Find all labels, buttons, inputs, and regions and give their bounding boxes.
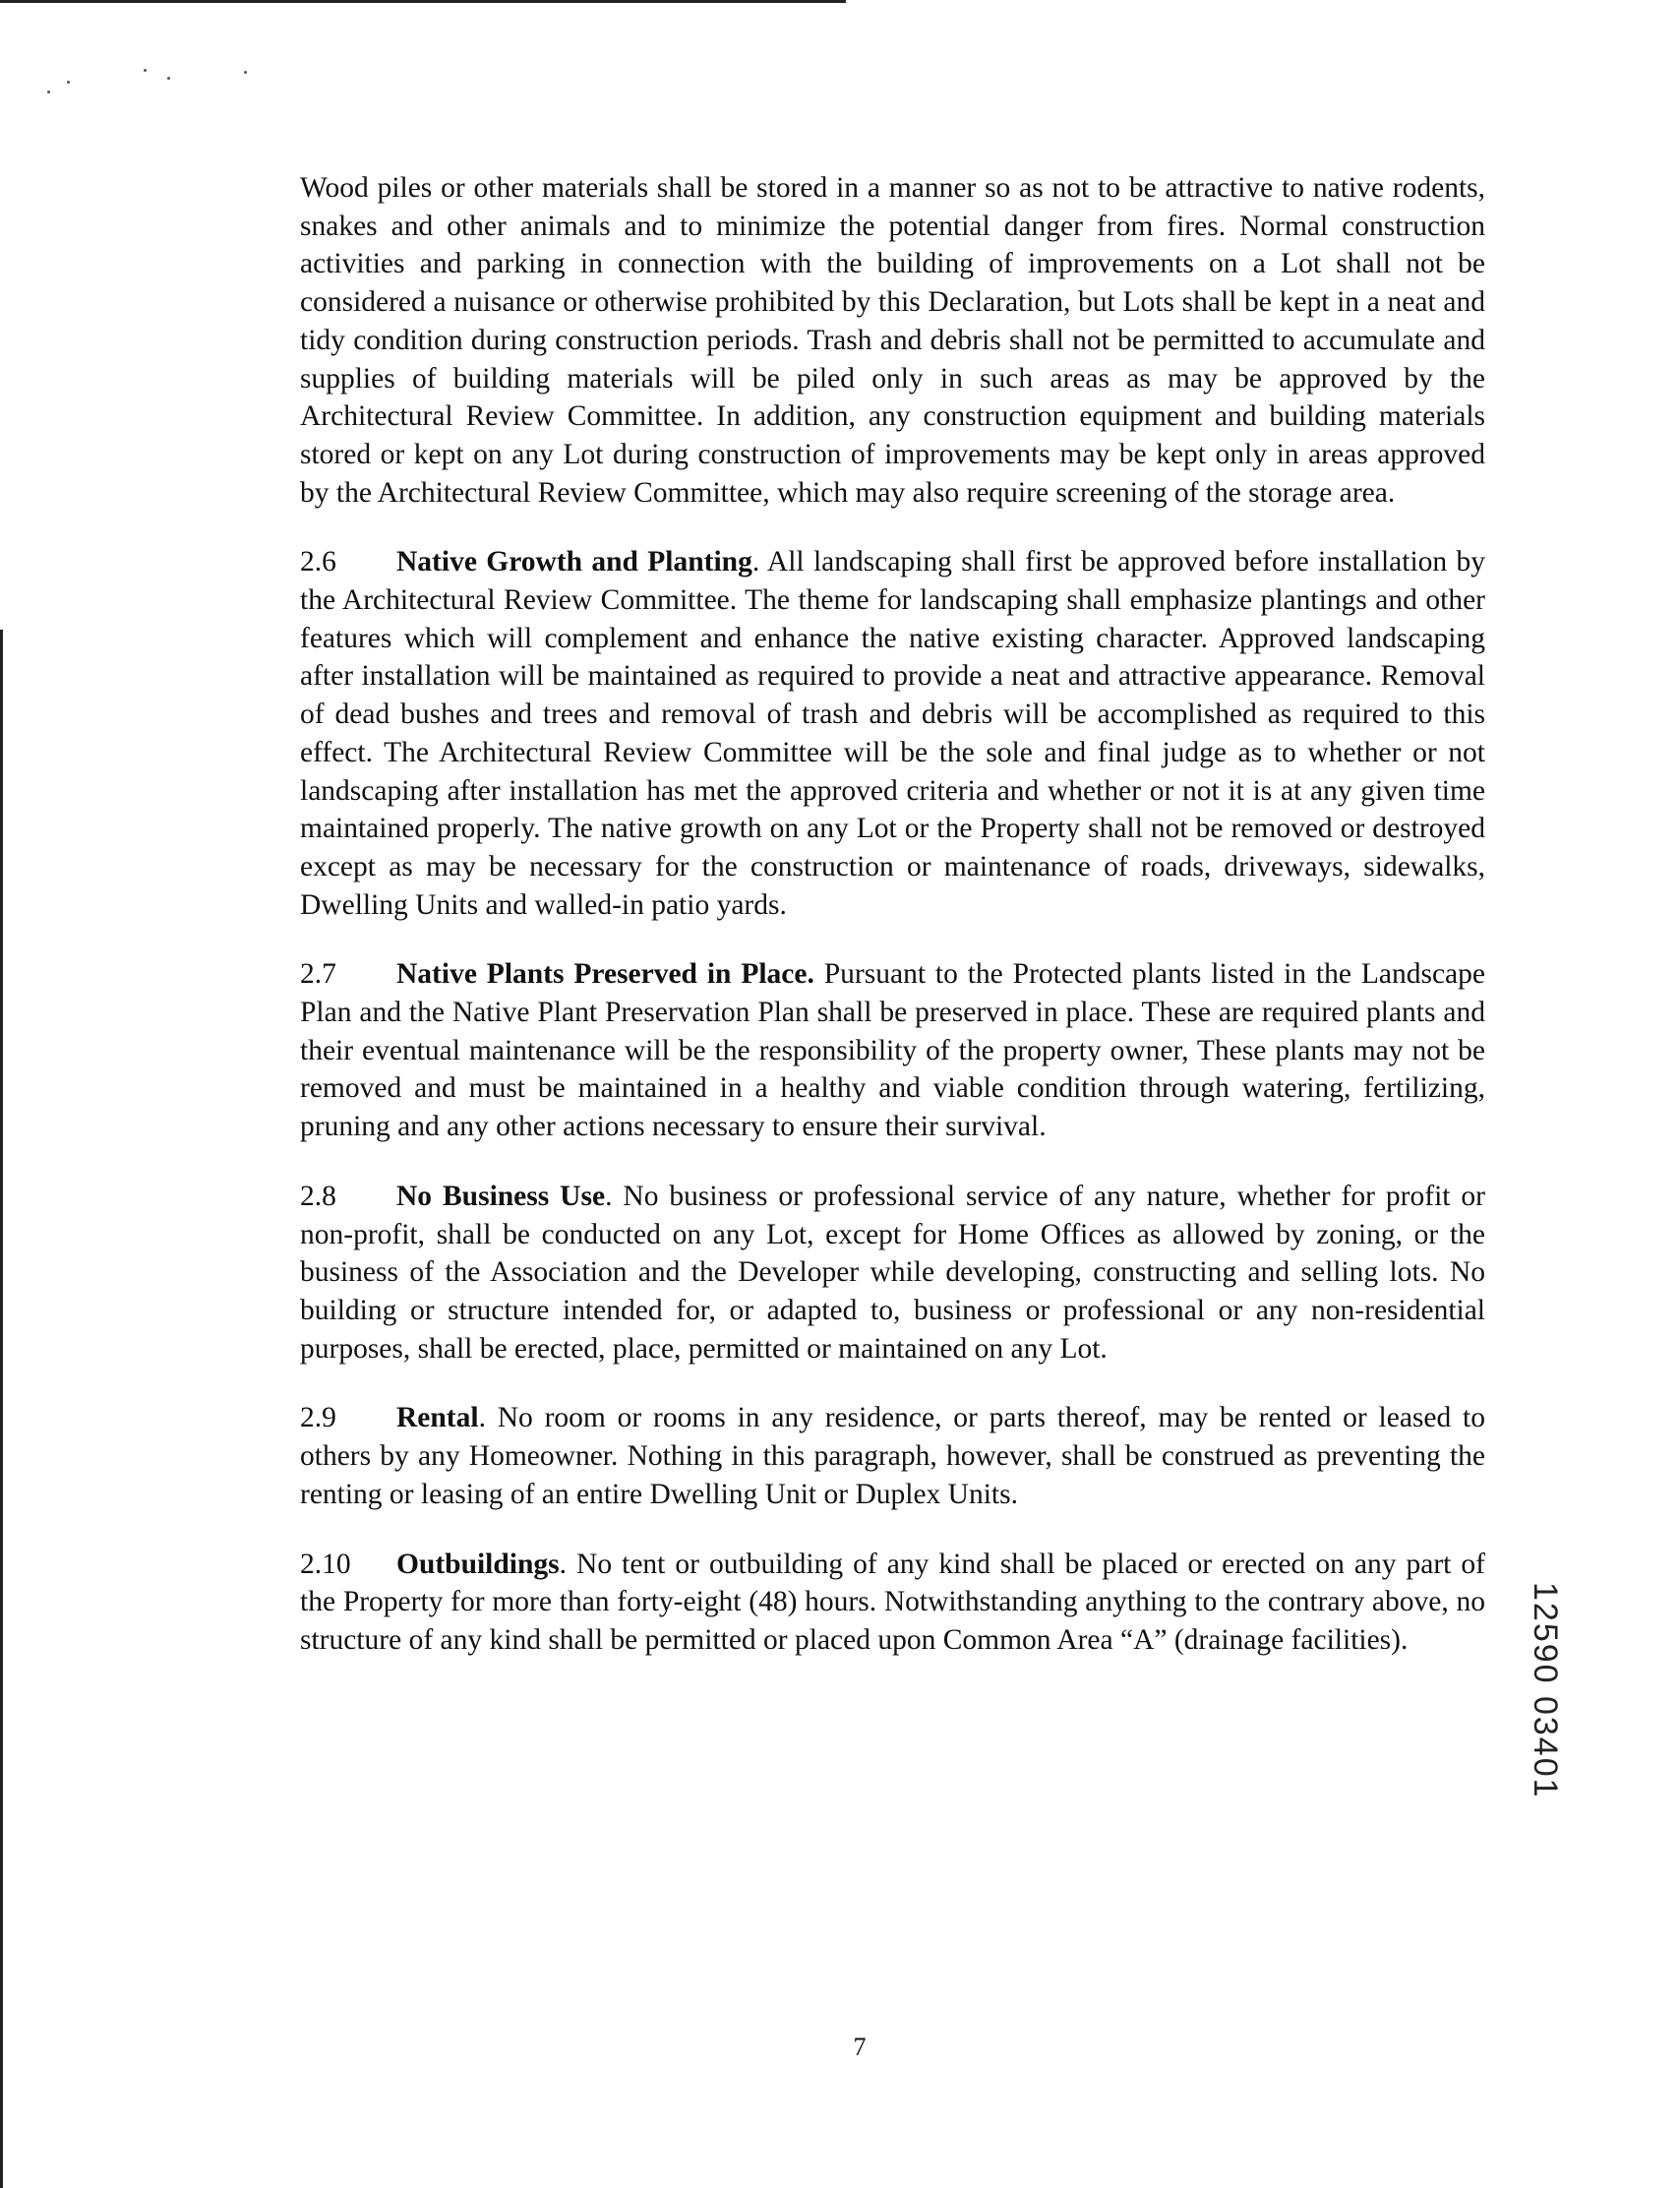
document-body [300,169,1485,1691]
section-2-8 [300,1178,1485,1368]
scan-speck [144,69,147,72]
section-body: . No tent or outbuilding of any kind shall be placed or erected on any part of the Property for more than forty-eight (48) hours. Notwithstanding anything to the contrary above, no structure of any kind shall be permitted or placed upon Common Area “A” (drainage facilities). [300,1548,1485,1656]
section-number: 2.10 [300,1548,351,1580]
section-number: 2.7 [300,958,336,991]
scan-speck [67,81,70,84]
section-title: Native Growth and Planting [396,546,752,578]
section-body: . No room or rooms in any residence, or parts thereof, may be rented or leased to others by any Homeowner. Nothing in this paragraph, however, shall be construed as preventing the renting or leasing of an entire Dwelling Unit or Duplex Units. [300,1402,1485,1510]
scan-speck [47,91,50,93]
scan-top-edge [0,0,846,3]
section-2-7 [300,955,1485,1146]
page-number: 7 [853,2033,867,2061]
scan-left-edge [0,630,3,2188]
section-number: 2.6 [300,546,336,578]
section-body: . All landscaping shall first be approved before installation by the Architectural Review Committee. The theme for landscaping shall emphasize plantings and other features which will complement and enhance the native existing character. Approved landscaping after installation will be maintained as required to provide a neat and attractive appearance. Removal of dead bushes and trees and removal of trash and debris will be accomplished as required to this effect. The Architectural Review Committee will be the sole and final judge as to whether or not landscaping after installation has met the approved criteria and whether or not it is at any given time maintained properly. The native growth on any Lot or the Property shall not be removed or destroyed except as may be necessary for the construction or maintenance of roads, driveways, sidewalks, Dwelling Units and walled-in patio yards. [300,546,1485,921]
section-body: . No business or professional service of any nature, whether for profit or non-profit, shall be conducted on any Lot, except for Home Offices as allowed by zoning, or the business of the Association and the Developer while developing, constructing and selling lots. No building or structure intended for, or adapted to, business or professional or any non-residential purposes, shall be erected, place, permitted or maintained on any Lot. [300,1180,1485,1365]
section-title: No Business Use [396,1180,606,1212]
section-body: Pursuant to the Protected plants listed in the Landscape Plan and the Native Plant Preservation Plan shall be preserved in place. These are required plants and their eventual maintenance will be the responsibility of the property owner, These plants may not be removed and must be maintained in a healthy and viable condition through watering, fertilizing, pruning and any other actions necessary to ensure their survival. [300,958,1485,1143]
section-2-9 [300,1399,1485,1513]
section-number: 2.9 [300,1402,336,1434]
section-title: Rental [396,1402,479,1434]
section-title: Native Plants Preserved in Place. [396,958,814,991]
intro-paragraph: Wood piles or other materials shall be stored in a manner so as not to be attractive to native rodents, snakes and other animals and to minimize the potential danger from fires. Normal construction activities and parking in connection with the building of improvements on a Lot shall not be considered a nuisance or otherwise prohibited by this Declaration, but Lots shall be kept in a neat and tidy condition during construction periods. Trash and debris shall not be permitted to accumulate and supplies of building materials will be piled only in such areas as may be approved by the Architectural Review Committee. In addition, any construction equipment and building materials stored or kept on any Lot during construction of improvements may be kept only in areas approved by the Architectural Review Committee, which may also require screening of the storage area. [300,172,1485,509]
scan-speck [244,71,247,74]
section-2-10 [300,1546,1485,1660]
section-title: Outbuildings [396,1548,560,1580]
section-number: 2.8 [300,1180,336,1212]
section-2-6 [300,543,1485,924]
scan-speck [167,77,170,80]
recording-stamp: 12590 03401 [1527,1582,1564,1799]
